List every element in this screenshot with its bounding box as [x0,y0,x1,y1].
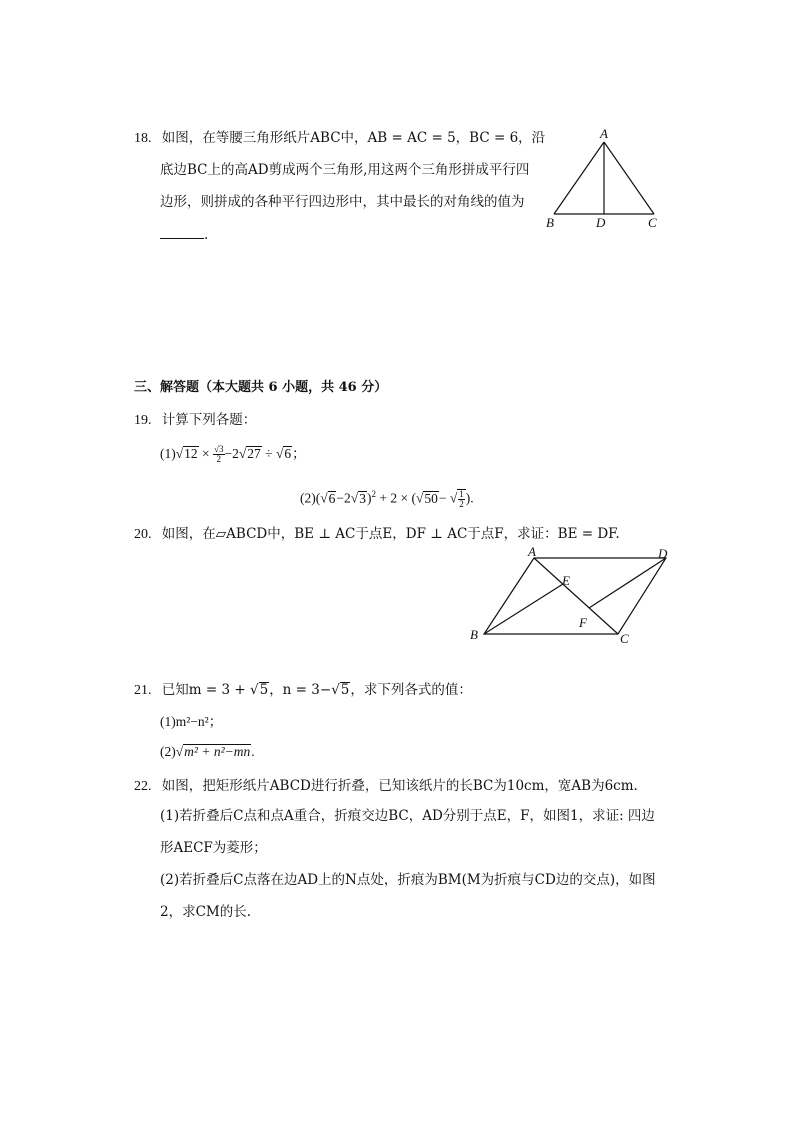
q19-part1: (1)√12 × $\frac{√3}{2}$ −2√27 ÷ √6； [160,444,306,465]
q22-line1 [134,776,638,797]
q18-line1 [134,128,545,149]
radicand-6b: 6 [328,490,336,506]
side-ac [604,142,654,214]
q22-number: 22. [134,779,152,794]
sqrt-icon: √ [415,490,424,506]
q18-triangle-figure [538,124,668,236]
sqrt-icon: √ [350,490,359,506]
q18-number: 18. [134,131,152,146]
label-d: D [658,546,668,561]
q20-text: 如图，在▱ABCD中，BE ⊥ AC于点E，DF ⊥ AC于点F，求证：BE = DF. [161,526,620,542]
q21-part2-tail: . [251,744,255,759]
q18-text-line3: 边形，则拼成的各种平行四边形中，其中最长的对角线的值为 [160,194,525,210]
q21-number: 21. [134,683,152,698]
fraction-one-half: $\frac{1}{2}$ [459,488,464,509]
label-a: A [600,126,608,141]
radicand-12: 12 [184,446,198,461]
q19-part2-tail: . [470,490,474,506]
q18-text-line2: 底边BC上的高AD剪成两个三角形,用这两个三角形拼成平行四 [160,162,530,178]
q19-part1-prefix: (1) [160,446,176,461]
q19-part2-prefix: (2) [300,490,316,506]
q21-part1: (1)m²−n²； [160,714,223,729]
q20-line [134,524,620,545]
radicand-6: 6 [284,446,292,461]
radicand-5b: 5 [340,682,350,698]
q21-part2-radicand: m² + n²−mn [184,744,251,759]
q21-part2-prefix: (2) [160,744,176,759]
q22-text-line4: (2)若折叠后C点落在边AD上的N点处，折痕为BM(M为折痕与CD边的交点)，如图 [160,872,656,888]
q18-period: . [204,227,209,243]
radicand-5a: 5 [259,682,269,698]
label-d: D [596,215,606,230]
q22-text-line1: 如图，把矩形纸片ABCD进行折叠，已知该纸片的长BC为10cm，宽AB为6cm. [161,778,638,794]
q21-part2 [160,742,255,762]
label-c: C [620,631,629,646]
q18-answer-line [160,224,208,245]
fraction-sqrt3-over-2: $\frac{√3}{2}$ [214,444,224,465]
sqrt-icon: √ [238,446,247,461]
sqrt-icon: √ [449,490,458,506]
label-b: B [470,627,478,642]
radicand-half [457,489,466,509]
sqrt-icon: √ [175,744,184,759]
segment-df [589,558,666,608]
sqrt-icon: √ [175,446,184,461]
q22-text-line5: 2，求CM的长. [160,904,252,920]
label-e: E [562,573,570,588]
q19-number: 19. [134,413,152,428]
radicand-50: 50 [424,490,438,506]
label-b: B [546,215,554,230]
section-heading: 三、解答题（本大题共 6 小题，共 46 分） [134,380,388,395]
q21-text-mid: ，n = 3− [269,682,332,698]
parallelogram-abcd [484,558,666,634]
q20-parallelogram-figure [466,544,676,648]
q19-text: 计算下列各题： [161,412,257,428]
q18-text-line1: 如图，在等腰三角形纸片ABC中，AB = AC = 5，BC = 6，沿 [161,130,546,146]
label-c: C [648,215,657,230]
q21-text-suffix: ，求下列各式的值： [350,682,472,698]
answer-blank[interactable] [160,224,204,239]
q22-text-line2: (1)若折叠后C点和点A重合，折痕交边BC，AD分别于点E，F，如图1，求证: 四边 [160,808,655,824]
segment-be [484,584,563,634]
q22-text-line3: 形AECF为菱形； [160,840,267,856]
radicand-3: 3 [359,490,366,506]
q21-text-prefix: 已知m = 3 + [161,682,250,698]
label-f: F [579,615,587,630]
sqrt-icon: √ [275,446,284,461]
diagonal-ac [534,558,618,634]
sqrt-icon: √ [331,682,340,698]
q19-line [134,410,256,431]
q19-part1-tail: ； [292,446,306,461]
q19-part2: $(2)(√6-2√3)^2 + 2 \times (√50-$ √ $\frac{1}{2}$ ). [300,488,474,509]
sqrt-icon: √ [320,490,328,506]
side-ab [554,142,604,214]
label-a: A [528,544,536,559]
sqrt-icon: √ [249,682,259,698]
q21-line [134,680,472,701]
q20-number: 20. [134,527,152,542]
radicand-27: 27 [247,446,261,461]
